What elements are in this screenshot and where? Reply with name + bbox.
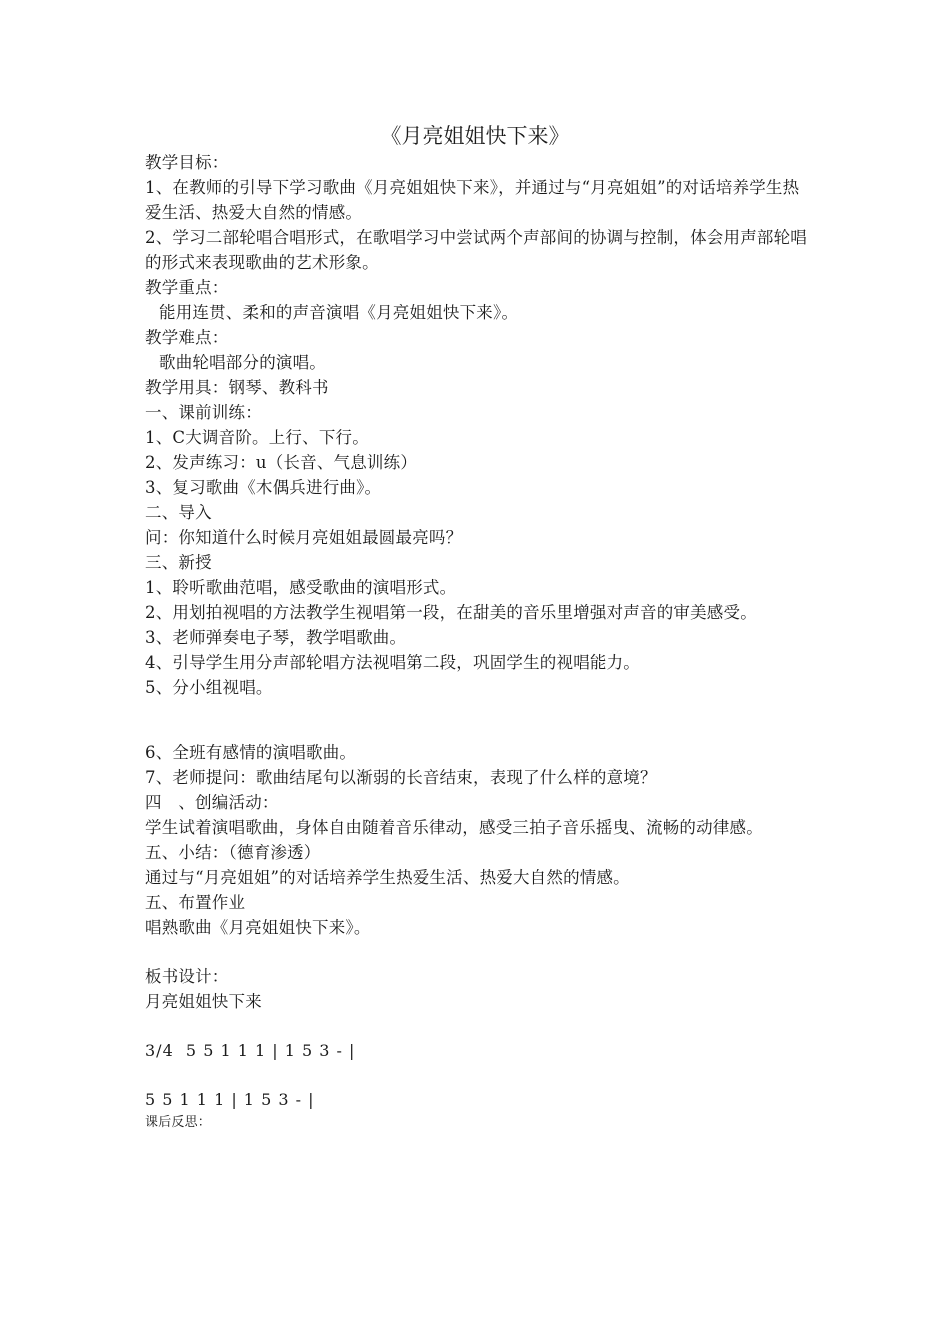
blank-space <box>145 1063 810 1087</box>
section3-item-2: 2、用划拍视唱的方法教学生视唱第一段，在甜美的音乐里增强对声音的审美感受。 <box>145 603 757 622</box>
teaching-tools: 教学用具：钢琴、教科书 <box>145 378 329 397</box>
section3-item-5: 5、分小组视唱。 <box>145 678 273 697</box>
blank-space <box>145 1014 810 1038</box>
section1-item-2: 2、发声练习：u（长音、气息训练） <box>145 453 418 472</box>
document-title: 《月亮姐姐快下来》 <box>380 124 570 148</box>
section1-item-1: 1、C大调音阶。上行、下行。 <box>145 428 369 447</box>
goal-item-1: 1、在教师的引导下学习歌曲《月亮姐姐快下来》，并通过与“月亮姐姐”的对话培养学生热爱生活、热爱大自然的情感。 <box>145 178 800 222</box>
section1-heading: 一、课前训练： <box>145 403 262 422</box>
section6-text: 唱熟歌曲《月亮姐姐快下来》。 <box>145 918 371 937</box>
section1-item-3: 3、复习歌曲《木偶兵进行曲》。 <box>145 478 382 497</box>
section2-heading: 二、导入 <box>145 503 212 522</box>
goals-heading: 教学目标： <box>145 153 229 172</box>
blank-space <box>145 700 810 740</box>
goal-item-2: 2、学习二部轮唱合唱形式，在歌唱学习中尝试两个声部间的协调与控制，体会用声部轮唱的形式来表现歌曲的艺术形象。 <box>145 228 807 272</box>
key-points-heading: 教学重点： <box>145 278 229 297</box>
notation-line-1: 3/4 5 5 1 1 1 | 1 5 3 - | <box>145 1041 356 1060</box>
section3-item-6: 6、全班有感情的演唱歌曲。 <box>145 743 357 762</box>
notation-line-2: 5 5 1 1 1 | 1 5 3 - | <box>145 1090 315 1109</box>
section3-heading: 三、新授 <box>145 553 212 572</box>
difficulties-text: 歌曲轮唱部分的演唱。 <box>159 353 326 372</box>
difficulties-heading: 教学难点： <box>145 328 229 347</box>
section4-heading: 四 、创编活动： <box>145 793 279 812</box>
blank-space <box>145 940 810 964</box>
reflection-label: 课后反思： <box>145 1115 212 1130</box>
board-heading: 板书设计： <box>145 967 229 986</box>
section2-text: 问：你知道什么时候月亮姐姐最圆最亮吗？ <box>145 528 463 547</box>
key-points-text: 能用连贯、柔和的声音演唱《月亮姐姐快下来》。 <box>159 303 519 322</box>
board-song-title: 月亮姐姐快下来 <box>145 992 262 1011</box>
section3-item-4: 4、引导学生用分声部轮唱方法视唱第二段，巩固学生的视唱能力。 <box>145 653 640 672</box>
section5-heading: 五、小结：（德育渗透） <box>145 843 321 862</box>
section3-item-7: 7、老师提问：歌曲结尾句以渐弱的长音结束，表现了什么样的意境？ <box>145 768 657 787</box>
document-body <box>145 150 810 1134</box>
section4-text: 学生试着演唱歌曲，身体自由随着音乐律动，感受三拍子音乐摇曳、流畅的动律感。 <box>145 818 763 837</box>
section3-item-1: 1、聆听歌曲范唱，感受歌曲的演唱形式。 <box>145 578 457 597</box>
section5-text: 通过与“月亮姐姐”的对话培养学生热爱生活、热爱大自然的情感。 <box>145 868 630 887</box>
section3-item-3: 3、老师弹奏电子琴，教学唱歌曲。 <box>145 628 407 647</box>
section6-heading: 五、布置作业 <box>145 893 246 912</box>
